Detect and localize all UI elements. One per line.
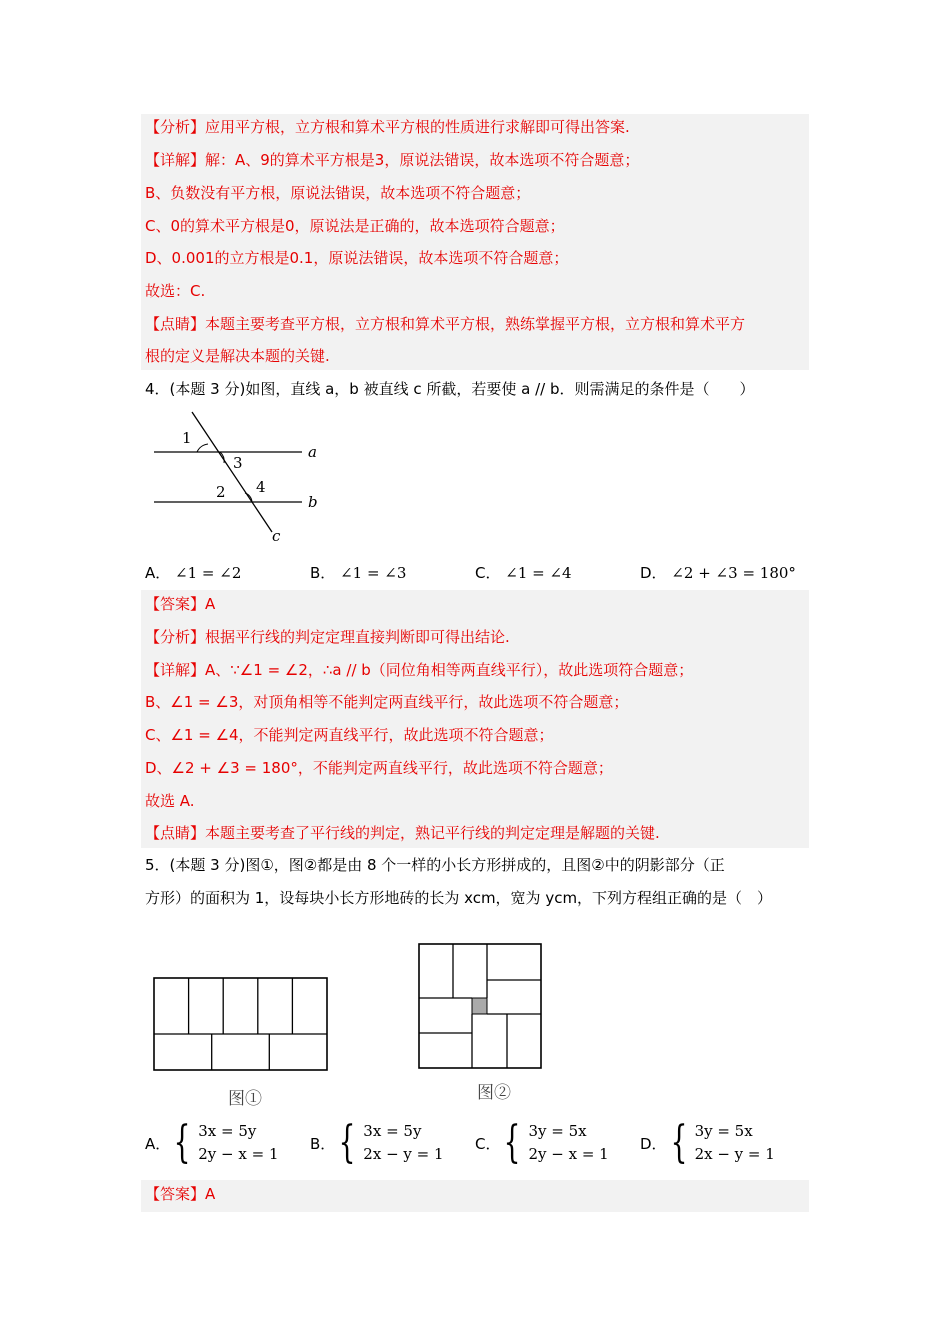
- angle-3-label: 3: [233, 454, 243, 472]
- line-b-label: b: [308, 493, 318, 511]
- q4-comment: 【点睛】本题主要考查了平行线的判定，熟记平行线的判定定理是解题的关键.: [145, 824, 660, 842]
- line-c-label: c: [272, 527, 281, 545]
- q5-option-a[interactable]: A． { 3x = 5y 2y − x = 1: [145, 1117, 279, 1168]
- angle-4-label: 4: [256, 478, 266, 496]
- q5-stem-1: 5．(本题 3 分)图①，图②都是由 8 个一样的小长方形拼成的，且图②中的阴影部分（正: [145, 856, 725, 874]
- q5-option-d[interactable]: D． { 3y = 5x 2x − y = 1: [640, 1117, 775, 1168]
- q5-solution-block: [141, 1180, 809, 1212]
- line-a-label: a: [308, 443, 317, 461]
- q3-detail-d: D、0.001的立方根是0.1，原说法错误，故本选项不符合题意；: [145, 249, 569, 267]
- q4-detail-b: B、∠1 = ∠3，对顶角相等不能判定两直线平行，故此选项不符合题意；: [145, 693, 629, 711]
- line-c: [192, 412, 272, 532]
- q4-answer: 【答案】A: [145, 595, 216, 613]
- q3-choose: 故选：C.: [145, 282, 206, 300]
- q5-answer: 【答案】A: [145, 1185, 216, 1203]
- q3-detail-a: 【详解】解：A、9的算术平方根是3，原说法错误，故本选项不符合题意；: [145, 151, 640, 169]
- q4-detail-c: C、∠1 = ∠4，不能判定两直线平行，故此选项不符合题意；: [145, 726, 554, 744]
- q5-figure-2: [415, 940, 547, 1110]
- q3-detail-c: C、0的算术平方根是0，原说法是正确的，故本选项符合题意；: [145, 217, 565, 235]
- q4-analysis: 【分析】根据平行线的判定定理直接判断即可得出结论.: [145, 628, 510, 646]
- q4-option-c[interactable]: C． ∠1 = ∠4: [475, 564, 572, 582]
- q5-stem-2: 方形）的面积为 1，设每块小长方形地砖的长为 xcm，宽为 ycm，下列方程组正确的是（ ）: [145, 889, 773, 907]
- angle-2-label: 2: [216, 483, 226, 501]
- q4-option-b[interactable]: B． ∠1 = ∠3: [310, 564, 407, 582]
- q3-comment-2: 根的定义是解决本题的关键.: [145, 347, 330, 365]
- fig2-caption: 图②: [477, 1083, 511, 1103]
- q4-parallel-lines-figure: [150, 410, 330, 546]
- q5-figure-1: [150, 974, 332, 1112]
- q4-option-d[interactable]: D． ∠2 + ∠3 = 180°: [640, 564, 796, 582]
- fig1-caption: 图①: [228, 1089, 262, 1109]
- q3-analysis: 【分析】应用平方根，立方根和算术平方根的性质进行求解即可得出答案.: [145, 118, 630, 136]
- q4-option-a[interactable]: A． ∠1 = ∠2: [145, 564, 242, 582]
- q5-option-b[interactable]: B． { 3x = 5y 2x − y = 1: [310, 1117, 444, 1168]
- angle-1-label: 1: [182, 429, 192, 447]
- q4-detail-d: D、∠2 + ∠3 = 180°，不能判定两直线平行，故此选项不符合题意；: [145, 759, 613, 777]
- q4-choose: 故选 A.: [145, 792, 195, 810]
- q4-detail-a: 【详解】A、∵∠1 = ∠2，∴a // b（同位角相等两直线平行），故此选项符合题意；: [145, 661, 694, 679]
- q5-option-c[interactable]: C． { 3y = 5x 2y − x = 1: [475, 1117, 609, 1168]
- q3-comment-1: 【点睛】本题主要考查平方根，立方根和算术平方根，熟练掌握平方根，立方根和算术平方: [145, 315, 746, 333]
- q3-detail-b: B、负数没有平方根，原说法错误，故本选项不符合题意；: [145, 184, 531, 202]
- q4-stem: 4．(本题 3 分)如图，直线 a，b 被直线 c 所截，若要使 a // b．则需满足的条件是（ ）: [145, 380, 755, 398]
